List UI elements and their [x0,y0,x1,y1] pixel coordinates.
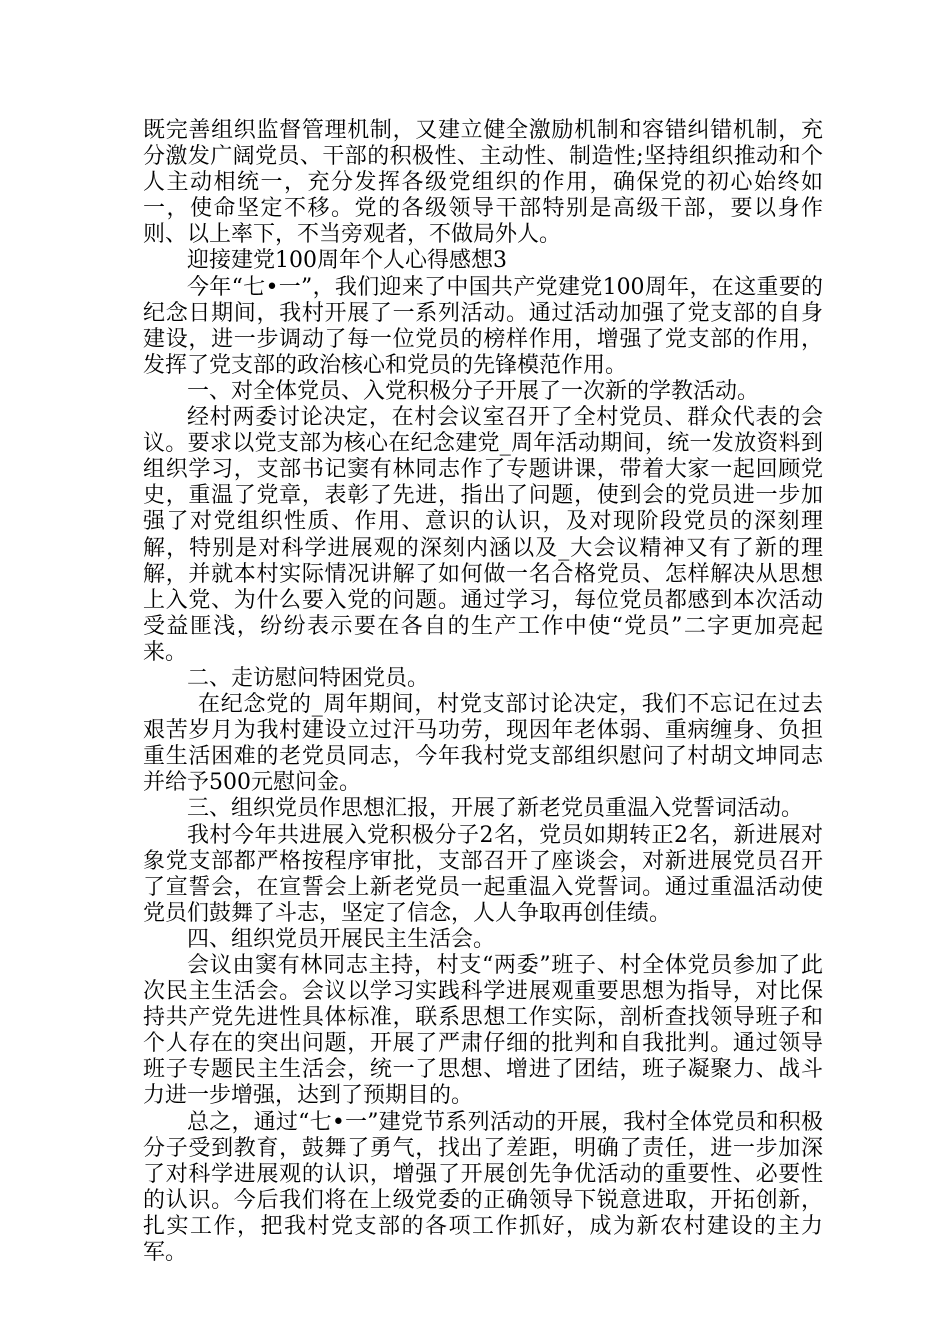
heading-item-2: 二、走访慰问特困党员。 [187,665,430,691]
paragraph-item-2: 在纪念党的_周年期间，村党支部讨论决定，我们不忘记在过去艰苦岁月为我村建设立过汗马功劳，现因年老体弱、重病缠身、负担重生活困难的老党员同志，今年我村党支部组织慰问了村胡文坤同志并给予500元慰问金。 [143,692,823,796]
paragraph-item-3: 我村今年共进展入党积极分子2名，党员如期转正2名，新进展对象党支部都严格按程序审批，支部召开了座谈会，对新进展党员召开了宣誓会，在宣誓会上新老党员一起重温入党誓词。通过重温活动使党员们鼓舞了斗志，坚定了信念，人人争取再创佳绩。 [143,822,823,926]
document-page [143,118,823,1266]
paragraph-intro: 今年“七•一”，我们迎来了中国共产党建党100周年，在这重要的纪念日期间，我村开展了一系列活动。通过活动加强了党支部的自身建设，进一步调动了每一位党员的榜样作用，增强了党支部的作用，发挥了党支部的政治核心和党员的先锋模范作用。 [143,274,823,378]
heading-item-3: 三、组织党员作思想汇报，开展了新老党员重温入党誓词活动。 [187,796,804,822]
paragraph-continued: 既完善组织监督管理机制，又建立健全激励机制和容错纠错机制，充分激发广阔党员、干部的积极性、主动性、制造性;坚持组织推动和个人主动相统一，充分发挥各级党组织的作用，确保党的初心始终如一，使命坚定不移。党的各级领导干部特别是高级干部，要以身作则、以上率下，不当旁观者，不做局外人。 [143,118,823,248]
heading-item-1: 一、对全体党员、入党积极分子开展了一次新的学教活动。 [187,378,760,404]
heading-item-4: 四、组织党员开展民主生活会。 [187,926,496,952]
section-title: 迎接建党100周年个人心得感想3 [187,248,507,274]
paragraph-conclusion: 总之，通过“七•一”建党节系列活动的开展，我村全体党员和积极分子受到教育，鼓舞了勇气，找出了差距，明确了责任，进一步加深了对科学进展观的认识，增强了开展创先争优活动的重要性、必要性的认识。今后我们将在上级党委的正确领导下锐意进取，开拓创新，扎实工作，把我村党支部的各项工作抓好，成为新农村建设的主力军。 [143,1109,823,1266]
paragraph-item-1: 经村两委讨论决定，在村会议室召开了全村党员、群众代表的会议。要求以党支部为核心在纪念建党_周年活动期间，统一发放资料到组织学习，支部书记窦有林同志作了专题讲课，带着大家一起回顾党史，重温了党章，表彰了先进，指出了问题，使到会的党员进一步加强了对党组织性质、作用、意识的认识，及对现阶段党员的深刻理解，特别是对科学进展观的深刻内涵以及_大会议精神又有了新的理解，并就本村实际情况讲解了如何做一名合格党员、怎样解决从思想上入党、为什么要入党的问题。通过学习，每位党员都感到本次活动受益匪浅，纷纷表示要在各自的生产工作中使“党员”二字更加亮起来。 [143,405,823,665]
paragraph-item-4: 会议由窦有林同志主持，村支“两委”班子、村全体党员参加了此次民主生活会。会议以学习实践科学进展观重要思想为指导，对比保持共产党先进性具体标准，联系思想工作实际，剖析查找领导班子和个人存在的突出问题，开展了严肃仔细的批判和自我批判。通过领导班子专题民主生活会，统一了思想、增进了团结，班子凝聚力、战斗力进一步增强，达到了预期目的。 [143,953,823,1109]
